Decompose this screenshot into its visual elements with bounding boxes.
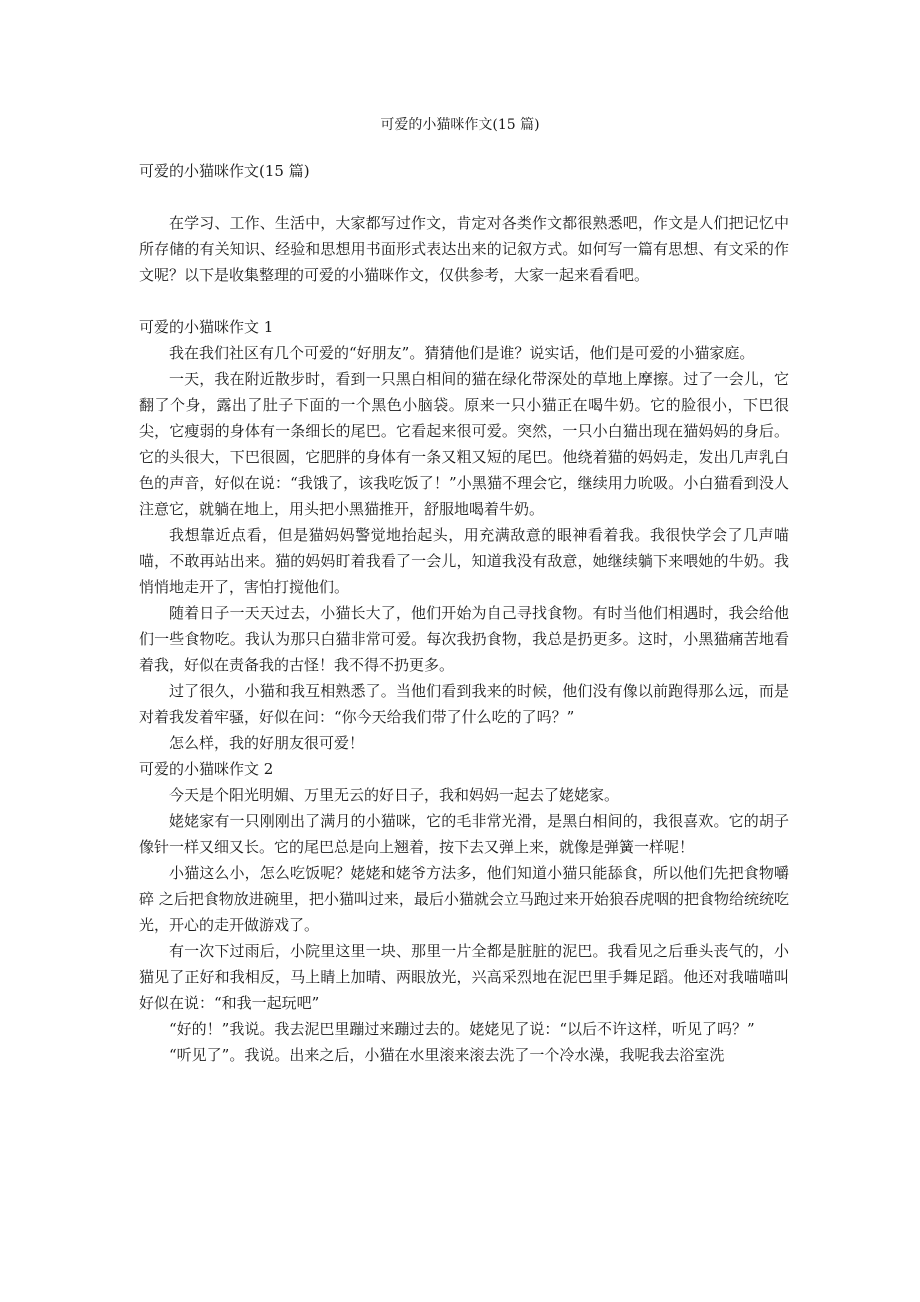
paragraph: 怎么样，我的好朋友很可爱！ (169, 734, 365, 752)
paragraph: “好的！”我说。我去泥巴里蹦过来蹦过去的。姥姥见了说：“以后不许这样，听见了吗？” (169, 1020, 755, 1038)
document-title: 可爱的小猫咪作文(15 篇) (380, 117, 540, 133)
paragraph: 小猫这么小，怎么吃饭呢？姥姥和姥爷方法多，他们知道小猫只能舔食，所以他们先把食物嚼碎 之后把食物放进碗里，把小猫叫过来，最后小猫就会立马跑过来开始狼吞虎咽的把食物给统统吃光，开心的走开做游戏了。 (139, 864, 789, 934)
paragraph: 有一次下过雨后，小院里这里一块、那里一片全都是脏脏的泥巴。我看见之后垂头丧气的，小猫见了正好和我相反，马上睛上加晴、两眼放光，兴高采烈地在泥巴里手舞足蹈。他还对我喵喵叫好似在说：“和我一起玩吧” (139, 942, 789, 1012)
paragraph: 姥姥家有一只刚刚出了满月的小猫咪，它的毛非常光滑，是黑白相间的，我很喜欢。它的胡子像针一样又细又长。它的尾巴总是向上翘着，按下去又弹上来，就像是弹簧一样呢！ (139, 812, 789, 856)
paragraph: 我想靠近点看，但是猫妈妈警觉地抬起头，用充满敌意的眼神看着我。我很快学会了几声喵喵，不敢再站出来。猫的妈妈盯着我看了一会儿，知道我没有敌意，她继续躺下来喂她的牛奶。我悄悄地走开了，害怕打搅他们。 (139, 526, 789, 596)
section-heading-1: 可爱的小猫咪作文 1 (139, 318, 274, 336)
paragraph: 我在我们社区有几个可爱的“好朋友”。猜猜他们是谁？说实话，他们是可爱的小猫家庭。 (169, 344, 755, 362)
paragraph: 今天是个阳光明媚、万里无云的好日子，我和妈妈一起去了姥姥家。 (169, 786, 620, 804)
section-heading-2: 可爱的小猫咪作文 2 (139, 760, 274, 778)
paragraph: “听见了”。我说。出来之后，小猫在水里滚来滚去洗了一个冷水澡，我呢我去浴室洗 (169, 1046, 725, 1064)
document-subtitle: 可爱的小猫咪作文(15 篇) (139, 162, 310, 180)
document-body (139, 158, 789, 1068)
intro-paragraph: 在学习、工作、生活中，大家都写过作文，肯定对各类作文都很熟悉吧，作文是人们把记忆中所存储的有关知识、经验和思想用书面形式表达出来的记叙方式。如何写一篇有思想、有文采的作文呢？以下是收集整理的可爱的小猫咪作文，仅供参考，大家一起来看看吧。 (139, 214, 789, 284)
paragraph: 过了很久，小猫和我互相熟悉了。当他们看到我来的时候，他们没有像以前跑得那么远，而是对着我发着牢骚，好似在问：“你今天给我们带了什么吃的了吗？” (139, 682, 789, 726)
paragraph: 一天，我在附近散步时，看到一只黑白相间的猫在绿化带深处的草地上摩擦。过了一会儿，它翻了个身，露出了肚子下面的一个黑色小脑袋。原来一只小猫正在喝牛奶。它的脸很小，下巴很尖，它瘦弱的身体有一条细长的尾巴。它看起来很可爱。突然，一只小白猫出现在猫妈妈的身后。它的头很大，下巴很圆，它肥胖的身体有一条又粗又短的尾巴。他绕着猫的妈妈走，发出几声乳白色的声音，好似在说：“我饿了，该我吃饭了！”小黑猫不理会它，继续用力吮吸。小白猫看到没人注意它，就躺在地上，用头把小黑猫推开，舒服地喝着牛奶。 (139, 370, 789, 518)
paragraph: 随着日子一天天过去，小猫长大了，他们开始为自己寻找食物。有时当他们相遇时，我会给他们一些食物吃。我认为那只白猫非常可爱。每次我扔食物，我总是扔更多。这时，小黑猫痛苦地看着我，好似在责备我的古怪！我不得不扔更多。 (139, 604, 789, 674)
